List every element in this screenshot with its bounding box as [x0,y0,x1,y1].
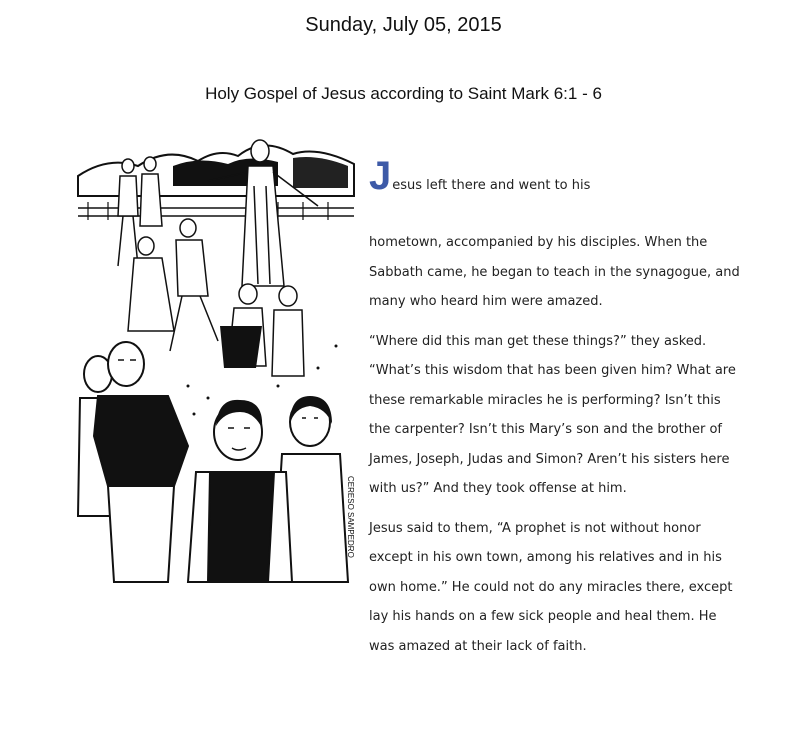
paragraph-3 [369,514,769,662]
text-line: hometown, accompanied by his disciples. When the [369,235,708,250]
text-line: own home.” He could not do any miracles there, except [369,579,733,595]
text-line: except in his own town, among his relatives and in his [369,550,722,565]
opening-text: esus left there and went to his [392,178,591,193]
text-line: with us?” And they took offense at him. [369,481,627,496]
text-line: many who heard him were amazed. [369,294,603,309]
illustration-drawing [78,136,354,582]
text-line: these remarkable miracles he is performing? Isn’t this [369,392,721,408]
text-line: Jesus said to them, “A prophet is not without honor [369,520,701,536]
drop-cap: J [369,154,392,198]
opening-line [369,152,769,200]
text-line: “What’s this wisdom that has been given him? What are [369,363,736,378]
text-line: James, Joseph, Judas and Simon? Aren’t his sisters here [369,451,730,467]
text-line: was amazed at their lack of faith. [369,638,587,654]
paragraph-2 [369,327,769,504]
gospel-text [369,152,769,661]
gospel-illustration [78,136,354,582]
page-date: Sunday, July 05, 2015 [305,14,502,36]
text-line: “Where did this man get these things?” they asked. [369,333,707,349]
gospel-title: Holy Gospel of Jesus according to Saint Mark 6:1 - 6 [205,84,602,103]
crowd-figures [78,342,348,582]
text-line: lay his hands on a few sick people and heal them. He [369,609,717,624]
text-line: the carpenter? Isn’t this Mary’s son and the brother of [369,422,722,437]
text-line: Sabbath came, he began to teach in the synagogue, and [369,264,740,280]
artist-signature: CERESO SAMPEDRO [346,476,355,558]
paragraph-1 [369,228,769,317]
